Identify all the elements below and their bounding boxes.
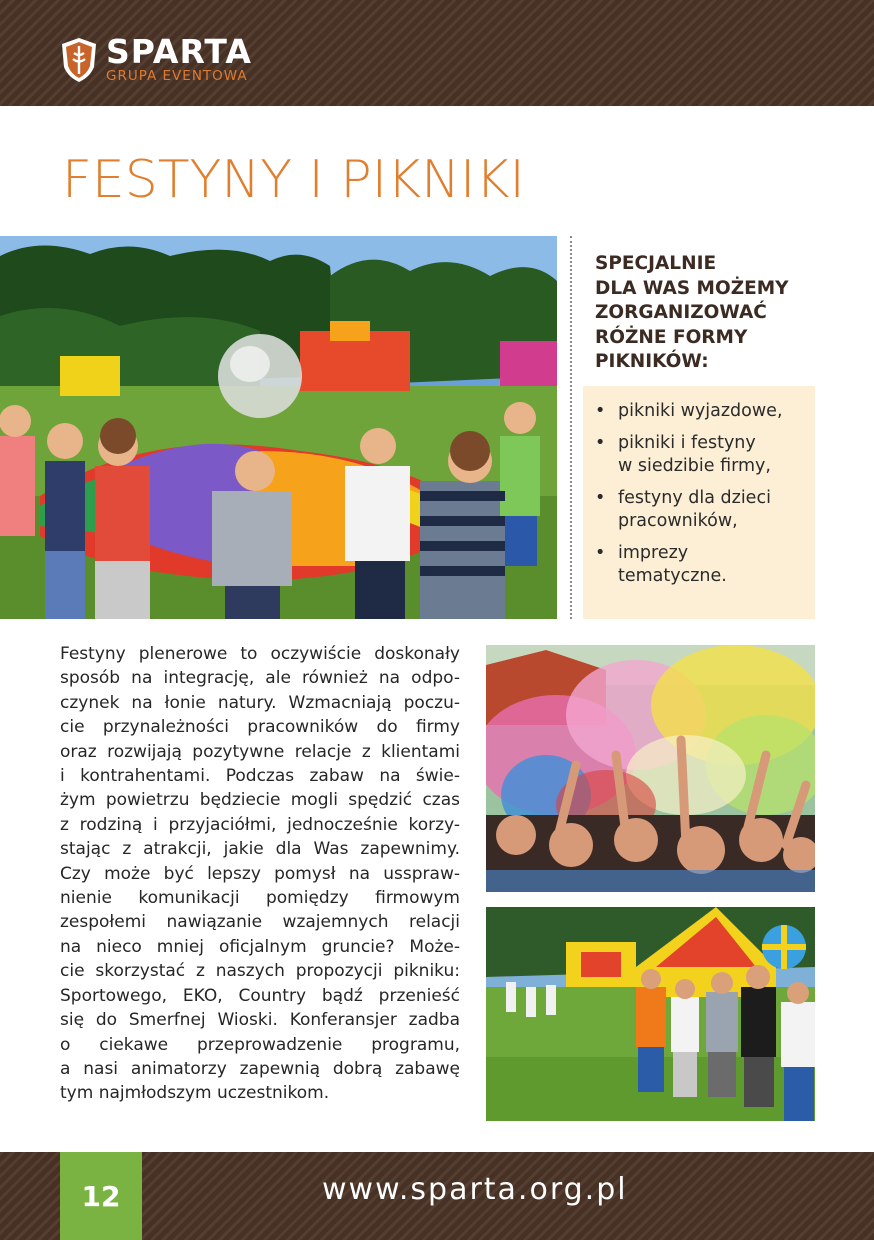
brand-subtitle: GRUPA EVENTOWA — [106, 68, 248, 84]
list-item-line: • pikniki wyjazdowe, — [618, 401, 783, 421]
body-line: nienie komunikacji pomiędzy firmowym — [60, 888, 460, 909]
page-footer — [0, 1152, 874, 1240]
sidebar-heading-line: DLA WAS MOŻEMY — [595, 277, 789, 299]
body-line: oraz rozwijają pozytywne relacje z klientami — [60, 741, 460, 762]
body-line: na nieco mniej oficjalnym gruncie? Może- — [60, 936, 460, 957]
body-line: zespołemi nawiązanie wzajemnych relacji — [60, 912, 460, 933]
page-header — [0, 0, 874, 106]
dotted-divider — [570, 236, 572, 619]
sidebar-heading-line: RÓŻNE FORMY — [595, 326, 748, 348]
body-line: żym powietrzu będziecie mogli spędzić czas — [60, 790, 460, 811]
page-number-box — [60, 1152, 142, 1240]
photo-kids-parachute — [0, 236, 557, 619]
website-url[interactable]: www.sparta.org.pl — [322, 1172, 628, 1207]
body-line: cie skorzystać z naszych propozycji pikniku: — [60, 961, 460, 982]
body-line: a nasi animatorzy zapewnią dobrą zabawę — [60, 1058, 460, 1079]
page-number: 12 — [81, 1179, 121, 1213]
body-line: tym najmłodszym uczestnikom. — [60, 1083, 330, 1104]
sidebar-heading-line: ZORGANIZOWAĆ — [595, 302, 767, 323]
photo-field-game — [486, 907, 815, 1121]
page-title: FESTYNY I PIKNIKI — [62, 150, 525, 210]
list-item-line: • festyny dla dzieci — [618, 487, 771, 508]
body-line: stając z atrakcji, jakie dla Was zapewnimy. — [60, 839, 460, 860]
picnic-types-list — [593, 400, 815, 589]
body-paragraph — [60, 642, 460, 1106]
list-item-line: w siedzibie firmy, — [618, 456, 771, 476]
list-item-line: • pikniki i festyny — [618, 432, 756, 453]
sidebar-heading-line: SPECJALNIE — [595, 253, 717, 274]
sidebar-heading — [595, 252, 815, 375]
picnic-types-box — [583, 386, 815, 619]
shield-icon — [60, 37, 98, 83]
body-line: cie przynależności pracowników do firmy — [60, 717, 460, 738]
brand-name: SPARTA — [106, 32, 252, 71]
list-item — [593, 432, 815, 479]
body-line: z rodziną i przyjaciółmi, jednocześnie korzy- — [60, 814, 460, 835]
body-line: Festyny plenerowe to oczywiście doskonały — [60, 644, 460, 664]
body-line: czynek na łonie natury. Wzmacniają poczu- — [60, 692, 460, 713]
list-item-line: tematyczne. — [618, 566, 727, 586]
list-item-line: • imprezy — [618, 542, 689, 563]
body-line: sposób na integrację, ale również na odpo- — [60, 668, 460, 689]
body-line: Czy może być lepszy pomysł na usspraw- — [60, 863, 460, 884]
body-line: i kontrahentami. Podczas zabaw na świe- — [60, 766, 460, 787]
list-item — [593, 542, 815, 589]
photo-color-festival — [486, 645, 815, 892]
list-item — [593, 400, 815, 424]
body-line: Sportowego, EKO, Country bądź przenieść — [60, 985, 460, 1006]
sparta-logo — [60, 32, 252, 84]
sidebar-heading-line: PIKNIKÓW: — [595, 351, 709, 372]
body-line: się do Smerfnej Wioski. Konferansjer zadba — [60, 1010, 460, 1031]
body-line: o ciekawe przeprowadzenie programu, — [60, 1034, 460, 1055]
list-item-line: pracowników, — [618, 511, 738, 531]
list-item — [593, 487, 815, 534]
